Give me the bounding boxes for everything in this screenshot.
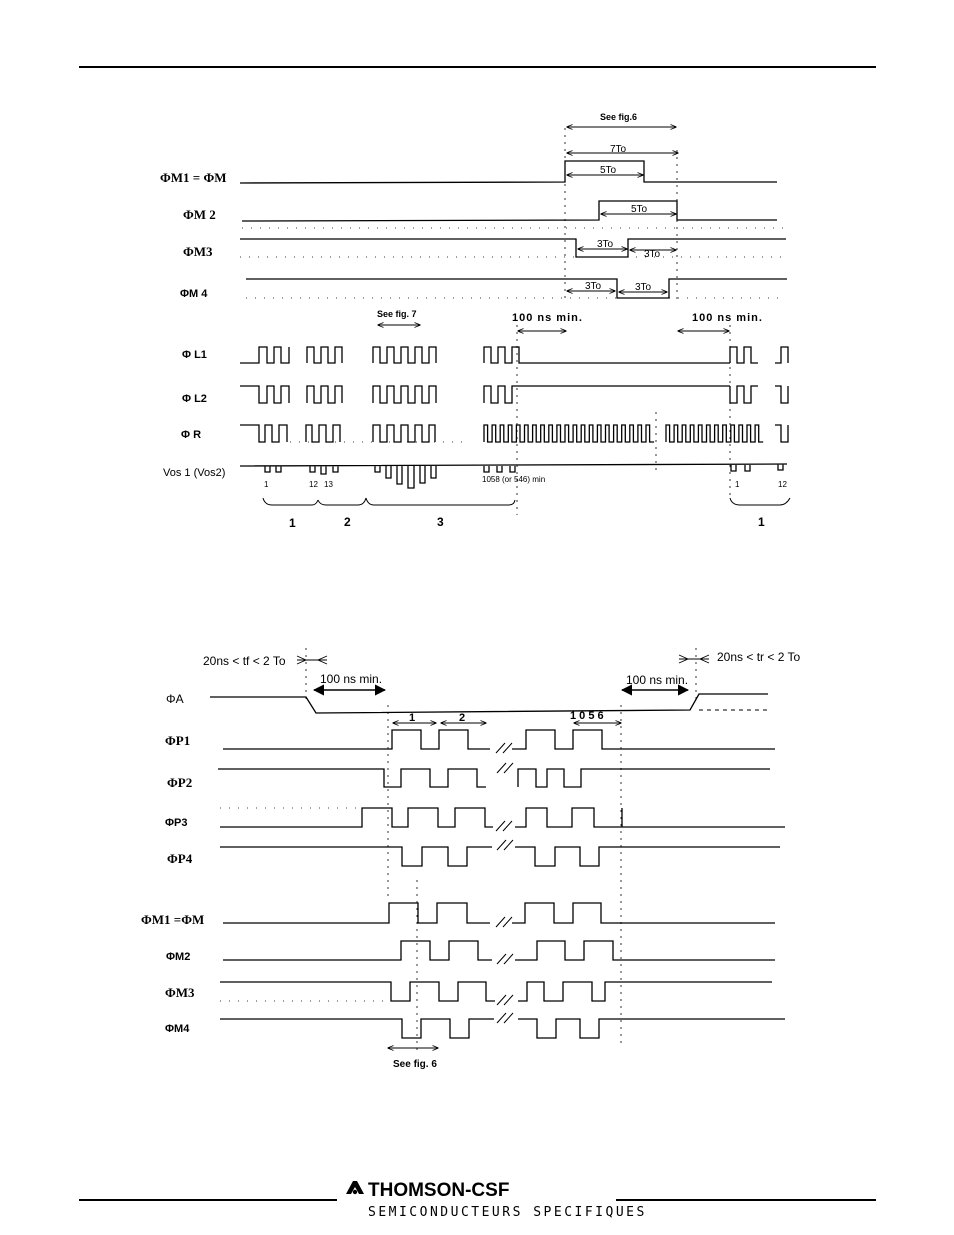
waveform-phi-a <box>210 694 768 713</box>
brace-group-1b <box>730 498 790 505</box>
brace-group-1 <box>263 498 318 505</box>
note-see-fig6: See fig.6 <box>600 112 638 122</box>
waveform-phi-l2 <box>240 386 788 403</box>
footer-subtitle: SEMICONDUCTEURS SPECIFIQUES <box>368 1205 647 1220</box>
label-phi-m1-2: ΦM1 =ΦM <box>141 912 205 927</box>
label-phi-l2: Φ L2 <box>182 393 207 405</box>
note-tr: 20ns < tr < 2 To <box>717 650 801 664</box>
waveform-phi-p1 <box>223 730 775 749</box>
label-phi-p2: ΦP2 <box>167 775 193 790</box>
label-phi-r: Φ R <box>181 429 202 441</box>
note-period-1056: 1 0 5 6 <box>570 710 604 722</box>
note-100ns-b: 100 ns min. <box>692 312 763 324</box>
note-tf: 20ns < tf < 2 To <box>203 654 286 668</box>
label-phi-m2-2: ΦM2 <box>166 951 191 963</box>
break-marks <box>496 743 513 1023</box>
label-phi-a: ΦA <box>166 692 184 706</box>
reference-lines-2 <box>306 648 696 1050</box>
label-phi-p1: ΦP1 <box>165 733 191 748</box>
note-5to-a: 5To <box>600 165 617 176</box>
diagram-1 <box>160 112 790 530</box>
waveform-phi-m3 <box>240 239 786 257</box>
label-phi-m2: ΦM 2 <box>183 207 216 222</box>
waveform-phi-m2-2 <box>223 941 775 960</box>
note-period-2: 2 <box>459 712 467 724</box>
pixel-label-1: 1 <box>264 480 269 489</box>
label-phi-m3: ΦM3 <box>183 244 213 259</box>
waveform-phi-m2 <box>242 201 777 221</box>
group-label-1: 1 <box>289 516 297 530</box>
waveform-phi-p4 <box>220 847 780 866</box>
waveform-phi-m3-2 <box>220 982 772 1001</box>
waveform-phi-r <box>240 425 435 442</box>
pixel-label-12: 12 <box>309 480 318 489</box>
waveform-phi-l1 <box>240 347 788 363</box>
note-see-fig6-2: See fig. 6 <box>393 1059 437 1070</box>
pixel-label-1b: 1 <box>735 480 740 489</box>
note-3to-a: 3To <box>597 239 614 250</box>
waveform-phi-m1 <box>240 161 777 183</box>
label-vos: Vos 1 (Vos2) <box>163 467 226 479</box>
label-phi-p3: ΦP3 <box>165 817 188 829</box>
note-100ns-a: 100 ns min. <box>512 312 583 324</box>
brace-group-2 <box>318 498 366 505</box>
pixel-label-13: 13 <box>324 480 333 489</box>
thomson-logo-icon <box>346 1181 364 1194</box>
note-3to-c: 3To <box>585 281 602 292</box>
waveform-phi-r-end <box>775 425 788 442</box>
waveform-phi-p2 <box>218 769 770 787</box>
footer-brand: THOMSON-CSF <box>368 1180 510 1201</box>
label-phi-p4: ΦP4 <box>167 851 193 866</box>
pixel-label-12b: 12 <box>778 480 787 489</box>
label-phi-m4: ΦM 4 <box>180 288 208 300</box>
note-5to-b: 5To <box>631 204 648 215</box>
pixel-label-1058: 1058 (or 546) min <box>482 475 546 484</box>
note-100ns-c: 100 ns min. <box>320 672 383 686</box>
note-see-fig7: See fig. 7 <box>377 309 417 319</box>
label-phi-m4-2: ΦM4 <box>165 1023 190 1035</box>
waveform-phi-r-continuous <box>484 425 763 442</box>
label-phi-m1: ΦM1 = ΦM <box>160 170 227 185</box>
waveform-phi-m1-2 <box>223 903 775 923</box>
brace-group-3 <box>366 498 515 505</box>
note-7to: 7To <box>610 144 627 155</box>
label-phi-l1: Φ L1 <box>182 349 207 361</box>
note-3to-d: 3To <box>635 282 652 293</box>
waveform-phi-m4-2 <box>220 1019 785 1038</box>
group-label-3: 3 <box>437 515 445 529</box>
waveform-phi-m4 <box>246 279 787 298</box>
note-period-1: 1 <box>409 712 417 724</box>
group-label-2: 2 <box>344 515 352 529</box>
note-100ns-d: 100 ns min. <box>626 673 689 687</box>
diagram-2 <box>141 648 800 1070</box>
group-label-1b: 1 <box>758 515 766 529</box>
note-3to-b: 3To <box>644 249 661 260</box>
label-phi-m3-2: ΦM3 <box>165 985 195 1000</box>
